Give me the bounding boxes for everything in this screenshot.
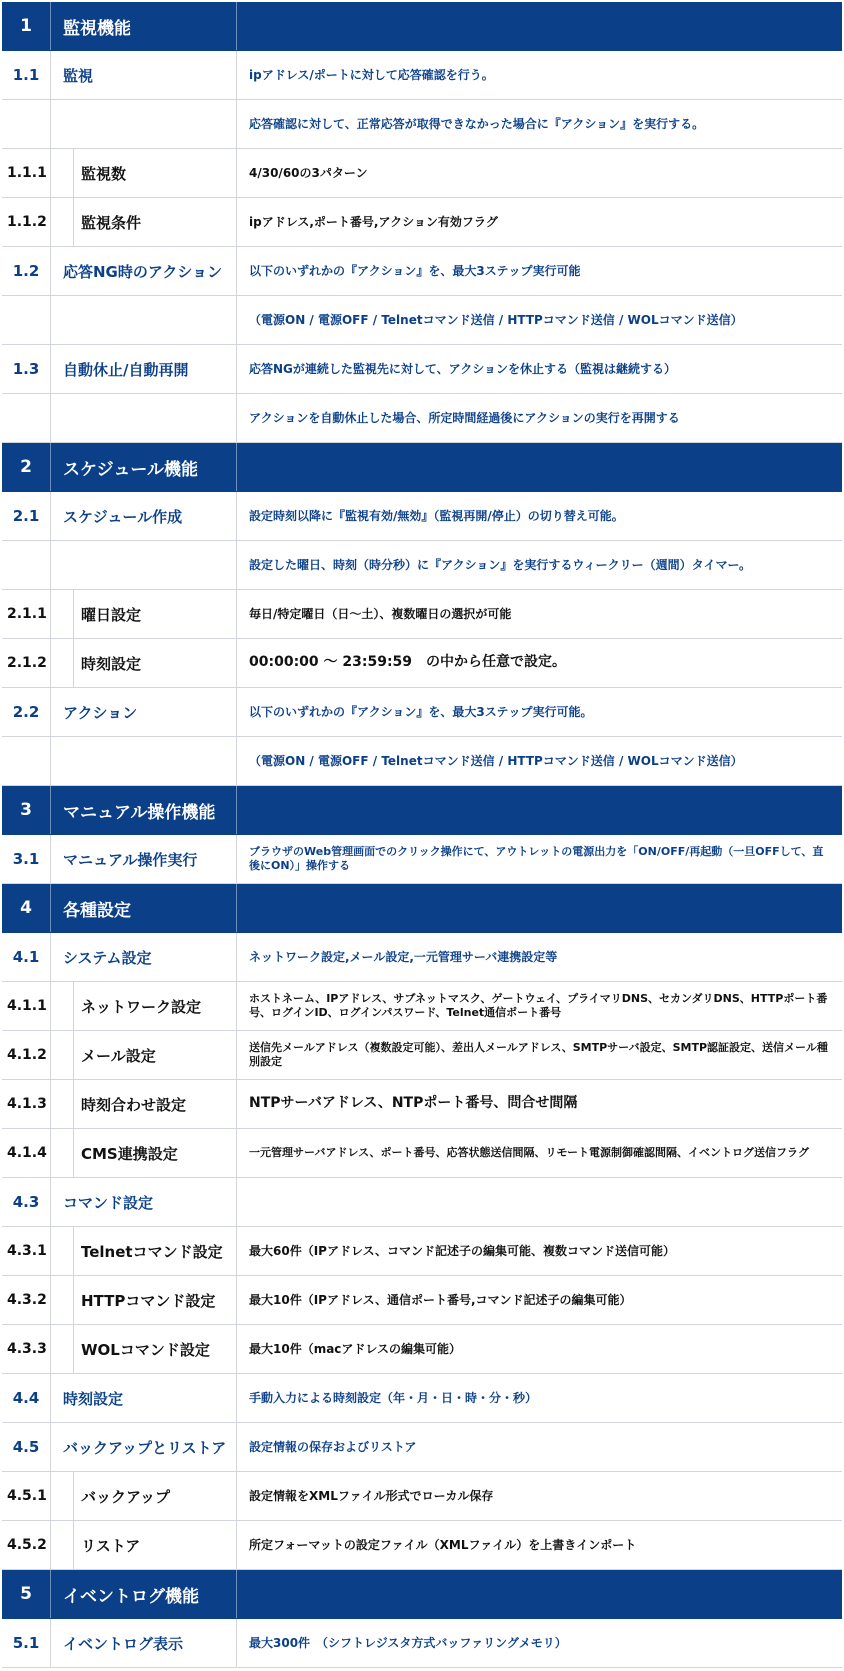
- row-description: ネットワーク設定,メール設定,一元管理サーバ連携設定等: [249, 949, 558, 964]
- row-title: [50, 394, 236, 442]
- spec-row: [2, 590, 842, 639]
- row-description-cell: [236, 247, 842, 295]
- row-title: [50, 737, 236, 785]
- spec-row: [2, 51, 842, 100]
- row-title: 監視数: [50, 149, 236, 197]
- row-title: 各種設定: [50, 884, 236, 932]
- row-title: [50, 296, 236, 344]
- row-number: 4.1.2: [7, 1047, 47, 1063]
- row-title: システム設定: [50, 933, 236, 981]
- row-title: 応答NG時のアクション: [50, 247, 236, 295]
- spec-row: [2, 933, 842, 982]
- row-description: ipアドレス/ポートに対して応答確認を行う。: [249, 67, 494, 82]
- spec-row: [2, 1423, 842, 1472]
- spec-row: [2, 247, 842, 296]
- row-title: 曜日設定: [50, 590, 236, 638]
- row-description-cell: [236, 198, 842, 246]
- section-header-row: [2, 443, 842, 492]
- row-description: 毎日/特定曜日（日〜土）、複数曜日の選択が可能: [249, 606, 512, 621]
- row-number: 3: [20, 800, 32, 820]
- row-number: 4: [20, 898, 32, 918]
- row-description: 最大300件 （シフトレジスタ方式バッファリングメモリ）: [249, 1635, 567, 1650]
- row-description-cell: [236, 688, 842, 736]
- row-description-cell: [236, 2, 842, 50]
- spec-row: [2, 835, 842, 884]
- row-title: スケジュール機能: [50, 443, 236, 491]
- spec-row: [2, 1276, 842, 1325]
- row-title: 監視機能: [50, 2, 236, 50]
- row-title: マニュアル操作実行: [50, 835, 236, 883]
- row-description-cell: [236, 1080, 842, 1128]
- spec-row: [2, 1227, 842, 1276]
- row-description-cell: [236, 933, 842, 981]
- row-number: 4.1.1: [7, 998, 47, 1014]
- section-header-row: [2, 786, 842, 835]
- row-description-cell: [236, 786, 842, 834]
- spec-row: [2, 1031, 842, 1080]
- row-description-cell: [236, 1129, 842, 1177]
- spec-row: [2, 688, 842, 737]
- row-description: （電源ON / 電源OFF / Telnetコマンド送信 / HTTPコマンド送信 / WOLコマンド送信）: [249, 312, 743, 327]
- row-description-cell: [236, 835, 842, 883]
- row-description: 手動入力による時刻設定（年・月・日・時・分・秒）: [249, 1390, 538, 1405]
- row-description-cell: [236, 737, 842, 785]
- row-title: CMS連携設定: [50, 1129, 236, 1177]
- row-number: 4.4: [12, 1389, 40, 1407]
- row-title: 時刻設定: [50, 639, 236, 687]
- row-description: ipアドレス,ポート番号,アクション有効フラグ: [249, 214, 498, 229]
- row-description-cell: [236, 1472, 842, 1520]
- row-description: 設定した曜日、時刻（時分秒）に『アクション』を実行するウィークリー（週間）タイマー。: [249, 557, 751, 572]
- row-description: 送信先メールアドレス（複数設定可能）、差出人メールアドレス、SMTPサーバ設定、SMTP認証設定、送信メール種別設定: [249, 1041, 828, 1068]
- spec-row: [2, 1472, 842, 1521]
- row-description-cell: [236, 1031, 842, 1079]
- spec-row: [2, 198, 842, 247]
- row-number: 4.3: [12, 1193, 40, 1211]
- row-title: 時刻合わせ設定: [50, 1080, 236, 1128]
- row-number: 4.5.2: [7, 1537, 47, 1553]
- row-description: ブラウザのWeb管理画面でのクリック操作にて、アウトレットの電源出力を「ON/OFF/再起動（一旦OFFして、直後にON）」操作する: [249, 845, 824, 872]
- spec-row: [2, 1178, 842, 1227]
- row-title: イベントログ表示: [50, 1619, 236, 1667]
- spec-row: [2, 1129, 842, 1178]
- row-number: 3.1: [12, 850, 40, 868]
- row-title: アクション: [50, 688, 236, 736]
- row-number: 2.2: [12, 703, 40, 721]
- row-description: 4/30/60の3パターン: [249, 165, 368, 180]
- row-description-cell: [236, 149, 842, 197]
- row-number: [2, 394, 50, 442]
- row-number: 4.3.2: [7, 1292, 47, 1308]
- row-number: [2, 296, 50, 344]
- row-title: 自動休止/自動再開: [50, 345, 236, 393]
- row-description-cell: [236, 1276, 842, 1324]
- row-number: 4.5: [12, 1438, 40, 1456]
- row-title: Telnetコマンド設定: [50, 1227, 236, 1275]
- row-description: 以下のいずれかの『アクション』を、最大3ステップ実行可能。: [249, 704, 593, 719]
- row-description-cell: [236, 345, 842, 393]
- row-number: 1.2: [12, 262, 40, 280]
- row-title: HTTPコマンド設定: [50, 1276, 236, 1324]
- row-description: 最大10件（macアドレスの編集可能）: [249, 1341, 462, 1356]
- row-description: （電源ON / 電源OFF / Telnetコマンド送信 / HTTPコマンド送信 / WOLコマンド送信）: [249, 753, 743, 768]
- row-number: 4.1.3: [7, 1096, 47, 1112]
- row-number: 5.1: [12, 1634, 40, 1652]
- row-title: [50, 100, 236, 148]
- row-description: 最大10件（IPアドレス、通信ポート番号,コマンド記述子の編集可能）: [249, 1292, 632, 1307]
- row-description-cell: [236, 443, 842, 491]
- row-description: NTPサーバアドレス、NTPポート番号、問合せ間隔: [249, 1095, 578, 1112]
- spec-row: [2, 345, 842, 394]
- spec-row: [2, 737, 842, 786]
- row-number: 4.5.1: [7, 1488, 47, 1504]
- spec-row: [2, 296, 842, 345]
- spec-row: [2, 100, 842, 149]
- row-number: 2.1.2: [7, 655, 47, 671]
- spec-row: [2, 1619, 842, 1668]
- row-description: 一元管理サーバアドレス、ポート番号、応答状態送信間隔、リモート電源制御確認間隔、イベントログ送信フラグ: [249, 1146, 810, 1160]
- row-title: メール設定: [50, 1031, 236, 1079]
- row-description-cell: [236, 492, 842, 540]
- row-title: [50, 541, 236, 589]
- row-description-cell: [236, 1423, 842, 1471]
- row-description-cell: [236, 296, 842, 344]
- row-description: 以下のいずれかの『アクション』を、最大3ステップ実行可能: [249, 263, 581, 278]
- row-description-cell: [236, 1619, 842, 1667]
- row-description: 最大60件（IPアドレス、コマンド記述子の編集可能、複数コマンド送信可能）: [249, 1243, 675, 1258]
- section-header-row: [2, 2, 842, 51]
- row-title: バックアップとリストア: [50, 1423, 236, 1471]
- row-description: 設定情報の保存およびリストア: [249, 1439, 417, 1454]
- row-title: コマンド設定: [50, 1178, 236, 1226]
- row-description: アクションを自動休止した場合、所定時間経過後にアクションの実行を再開する: [249, 410, 680, 425]
- row-description-cell: [236, 1325, 842, 1373]
- row-number: [2, 541, 50, 589]
- row-number: 2.1.1: [7, 606, 47, 622]
- spec-row: [2, 394, 842, 443]
- spec-row: [2, 1080, 842, 1129]
- row-title: スケジュール作成: [50, 492, 236, 540]
- section-header-row: [2, 1570, 842, 1619]
- row-number: 2: [20, 457, 32, 477]
- row-description-cell: [236, 541, 842, 589]
- row-description: 応答確認に対して、正常応答が取得できなかった場合に『アクション』を実行する。: [249, 116, 705, 131]
- row-number: 1: [20, 16, 32, 36]
- row-description-cell: [236, 394, 842, 442]
- row-description-cell: [236, 982, 842, 1030]
- row-description-cell: [236, 884, 842, 932]
- row-number: [2, 100, 50, 148]
- spec-row: [2, 639, 842, 688]
- row-number: 4.3.3: [7, 1341, 47, 1357]
- section-header-row: [2, 884, 842, 933]
- row-description-cell: [236, 639, 842, 687]
- row-number: 5: [20, 1584, 32, 1604]
- row-number: 1.3: [12, 360, 40, 378]
- row-description-cell: [236, 1521, 842, 1569]
- row-number: 4.1.4: [7, 1145, 47, 1161]
- row-number: 1.1: [12, 66, 40, 84]
- spec-row: [2, 982, 842, 1031]
- row-description-cell: [236, 1374, 842, 1422]
- spec-row: [2, 492, 842, 541]
- row-title: 監視: [50, 51, 236, 99]
- row-description: 設定時刻以降に『監視有効/無効』（監視再開/停止）の切り替え可能。: [249, 508, 624, 523]
- row-number: 2.1: [12, 507, 40, 525]
- row-title: 時刻設定: [50, 1374, 236, 1422]
- row-title: バックアップ: [50, 1472, 236, 1520]
- row-title: 監視条件: [50, 198, 236, 246]
- spec-row: [2, 1325, 842, 1374]
- spec-row: [2, 541, 842, 590]
- row-description-cell: [236, 1570, 842, 1618]
- row-number: 1.1.2: [7, 214, 47, 230]
- row-title: リストア: [50, 1521, 236, 1569]
- row-description-cell: [236, 100, 842, 148]
- row-number: 4.3.1: [7, 1243, 47, 1259]
- row-description-cell: [236, 1227, 842, 1275]
- row-description-cell: [236, 1178, 842, 1226]
- row-number: 1.1.1: [7, 165, 47, 181]
- row-title: イベントログ機能: [50, 1570, 236, 1618]
- row-description: 応答NGが連続した監視先に対して、アクションを休止する（監視は継続する）: [249, 361, 677, 376]
- row-number: [2, 737, 50, 785]
- row-title: マニュアル操作機能: [50, 786, 236, 834]
- row-description-cell: [236, 590, 842, 638]
- row-description: ホストネーム、IPアドレス、サブネットマスク、ゲートウェイ、プライマリDNS、セカンダリDNS、HTTPポート番号、ログインID、ログインパスワード、Telnet通信ポート番号: [249, 992, 828, 1019]
- spec-row: [2, 1374, 842, 1423]
- row-description-cell: [236, 51, 842, 99]
- row-description: 設定情報をXMLファイル形式でローカル保存: [249, 1488, 494, 1503]
- row-title: ネットワーク設定: [50, 982, 236, 1030]
- row-number: 4.1: [12, 948, 40, 966]
- spec-row: [2, 149, 842, 198]
- feature-spec-table: [2, 2, 842, 1668]
- spec-row: [2, 1521, 842, 1570]
- row-description: 00:00:00 〜 23:59:59 の中から任意で設定。: [249, 654, 567, 671]
- row-title: WOLコマンド設定: [50, 1325, 236, 1373]
- row-description: 所定フォーマットの設定ファイル（XMLファイル）を上書きインポート: [249, 1537, 637, 1552]
